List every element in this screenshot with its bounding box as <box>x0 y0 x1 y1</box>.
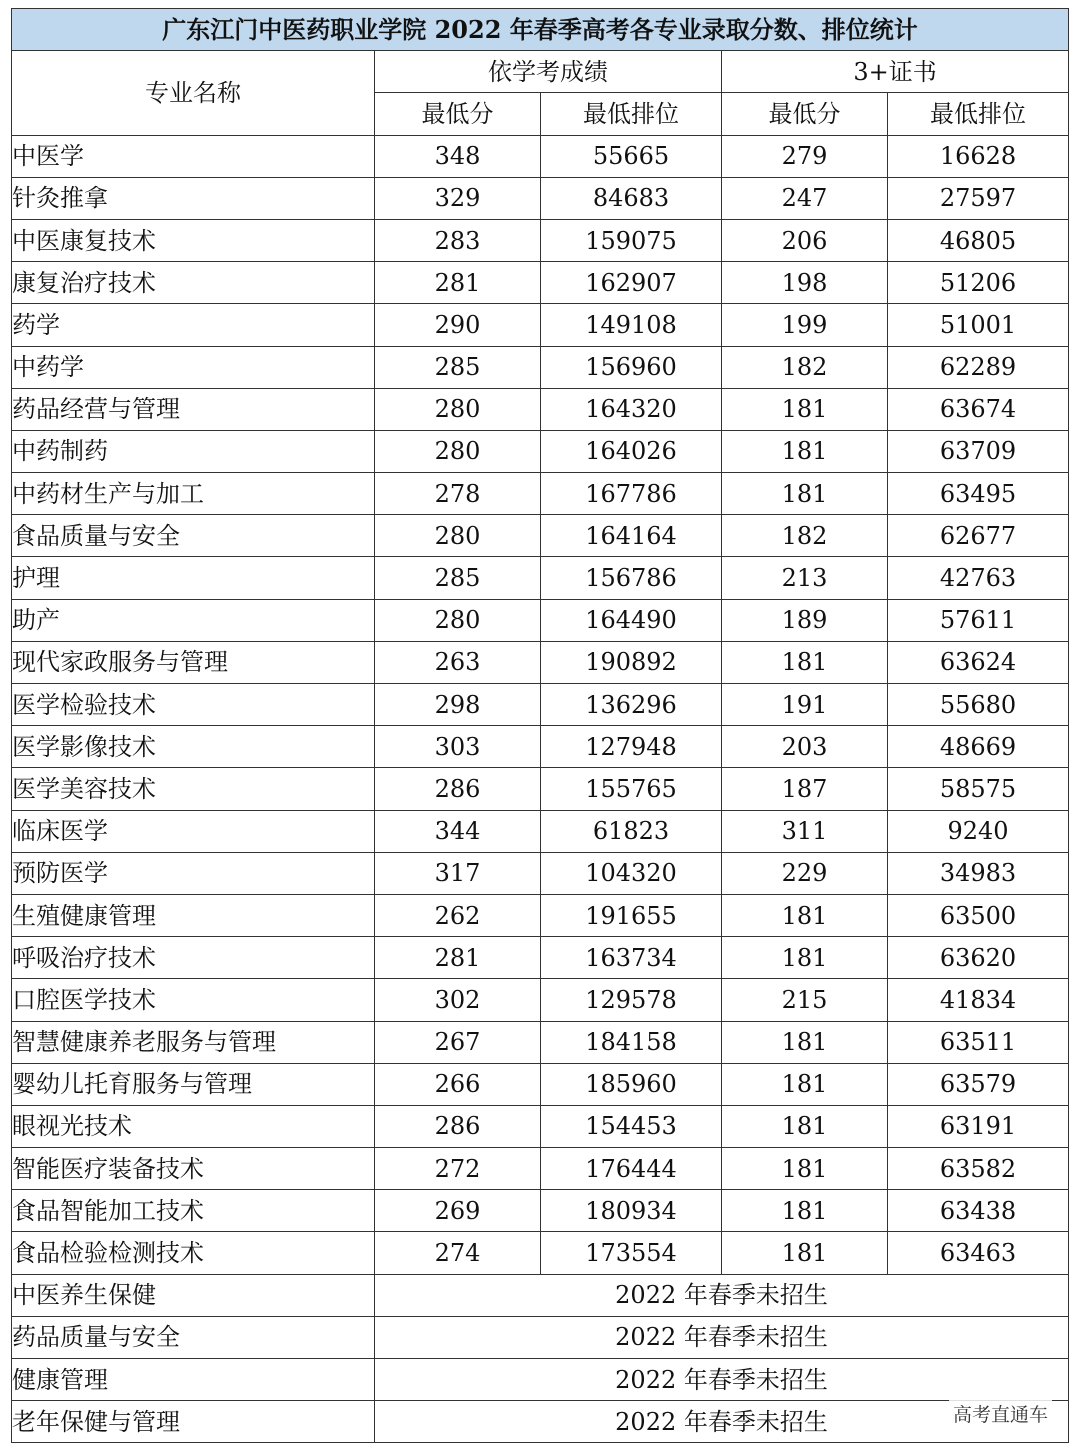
min-rank-certificate: 9240 <box>888 810 1069 852</box>
table-row <box>12 1190 1069 1232</box>
min-score-academic: 281 <box>375 937 541 979</box>
major-name: 药品质量与安全 <box>12 1316 375 1358</box>
major-name: 中医学 <box>12 135 375 177</box>
min-score-certificate: 199 <box>722 304 888 346</box>
not-enrolled-note: 2022 年春季未招生 <box>375 1274 1069 1316</box>
major-name: 药学 <box>12 304 375 346</box>
header-academic-test: 依学考成绩 <box>375 51 722 93</box>
major-name: 中药材生产与加工 <box>12 473 375 515</box>
major-name: 老年保健与管理 <box>12 1401 375 1443</box>
min-rank-academic: 61823 <box>541 810 722 852</box>
table-row <box>12 262 1069 304</box>
min-score-certificate: 181 <box>722 1232 888 1274</box>
min-score-certificate: 311 <box>722 810 888 852</box>
table-row-not-enrolled <box>12 1359 1069 1401</box>
min-score-certificate: 181 <box>722 388 888 430</box>
table-row <box>12 641 1069 683</box>
min-rank-certificate: 63495 <box>888 473 1069 515</box>
min-rank-academic: 162907 <box>541 262 722 304</box>
min-score-academic: 329 <box>375 177 541 219</box>
min-score-certificate: 203 <box>722 726 888 768</box>
major-name: 助产 <box>12 599 375 641</box>
major-name: 针灸推拿 <box>12 177 375 219</box>
min-rank-certificate: 62289 <box>888 346 1069 388</box>
min-score-certificate: 181 <box>722 894 888 936</box>
min-score-academic: 262 <box>375 894 541 936</box>
not-enrolled-note: 2022 年春季未招生 <box>375 1316 1069 1358</box>
major-name: 健康管理 <box>12 1359 375 1401</box>
major-name: 眼视光技术 <box>12 1105 375 1147</box>
major-name: 中医康复技术 <box>12 219 375 261</box>
min-rank-certificate: 63620 <box>888 937 1069 979</box>
major-name: 现代家政服务与管理 <box>12 641 375 683</box>
table-row <box>12 473 1069 515</box>
min-rank-certificate: 62677 <box>888 515 1069 557</box>
table-row <box>12 557 1069 599</box>
min-rank-academic: 55665 <box>541 135 722 177</box>
major-name: 食品检验检测技术 <box>12 1232 375 1274</box>
min-score-certificate: 181 <box>722 473 888 515</box>
table-title: 广东江门中医药职业学院 2022 年春季高考各专业录取分数、排位统计 <box>12 9 1069 51</box>
min-score-academic: 303 <box>375 726 541 768</box>
min-rank-academic: 167786 <box>541 473 722 515</box>
min-score-academic: 285 <box>375 346 541 388</box>
min-rank-certificate: 41834 <box>888 979 1069 1021</box>
min-rank-certificate: 63582 <box>888 1148 1069 1190</box>
min-score-certificate: 215 <box>722 979 888 1021</box>
min-rank-academic: 156786 <box>541 557 722 599</box>
min-score-academic: 269 <box>375 1190 541 1232</box>
min-rank-academic: 164490 <box>541 599 722 641</box>
min-rank-certificate: 63191 <box>888 1105 1069 1147</box>
min-score-certificate: 247 <box>722 177 888 219</box>
major-name: 护理 <box>12 557 375 599</box>
table-row <box>12 1063 1069 1105</box>
table-row <box>12 1232 1069 1274</box>
major-name: 药品经营与管理 <box>12 388 375 430</box>
min-score-certificate: 279 <box>722 135 888 177</box>
min-score-certificate: 181 <box>722 430 888 472</box>
table-row-not-enrolled <box>12 1274 1069 1316</box>
min-score-academic: 285 <box>375 557 541 599</box>
min-score-certificate: 198 <box>722 262 888 304</box>
min-rank-academic: 163734 <box>541 937 722 979</box>
min-score-academic: 298 <box>375 684 541 726</box>
table-row <box>12 1021 1069 1063</box>
min-rank-academic: 185960 <box>541 1063 722 1105</box>
min-rank-certificate: 58575 <box>888 768 1069 810</box>
table-row <box>12 177 1069 219</box>
min-score-academic: 317 <box>375 852 541 894</box>
min-score-certificate: 213 <box>722 557 888 599</box>
min-score-academic: 263 <box>375 641 541 683</box>
major-name: 中医养生保健 <box>12 1274 375 1316</box>
min-rank-academic: 127948 <box>541 726 722 768</box>
min-score-certificate: 181 <box>722 641 888 683</box>
min-score-academic: 280 <box>375 599 541 641</box>
not-enrolled-note: 2022 年春季未招生 <box>375 1359 1069 1401</box>
min-score-academic: 283 <box>375 219 541 261</box>
table-row <box>12 894 1069 936</box>
min-score-certificate: 191 <box>722 684 888 726</box>
min-rank-certificate: 16628 <box>888 135 1069 177</box>
min-rank-academic: 104320 <box>541 852 722 894</box>
header-row-1 <box>12 51 1069 93</box>
min-rank-certificate: 42763 <box>888 557 1069 599</box>
table-row <box>12 810 1069 852</box>
major-name: 生殖健康管理 <box>12 894 375 936</box>
min-score-academic: 278 <box>375 473 541 515</box>
table-row <box>12 937 1069 979</box>
min-rank-academic: 164164 <box>541 515 722 557</box>
min-score-certificate: 189 <box>722 599 888 641</box>
min-score-certificate: 182 <box>722 346 888 388</box>
min-score-academic: 266 <box>375 1063 541 1105</box>
min-rank-academic: 149108 <box>541 304 722 346</box>
min-score-certificate: 181 <box>722 937 888 979</box>
min-rank-academic: 184158 <box>541 1021 722 1063</box>
min-rank-certificate: 51001 <box>888 304 1069 346</box>
table-row <box>12 726 1069 768</box>
min-score-certificate: 181 <box>722 1021 888 1063</box>
min-rank-academic: 173554 <box>541 1232 722 1274</box>
table-row <box>12 304 1069 346</box>
min-rank-academic: 129578 <box>541 979 722 1021</box>
major-name: 医学检验技术 <box>12 684 375 726</box>
table-row <box>12 1148 1069 1190</box>
min-score-academic: 280 <box>375 430 541 472</box>
min-rank-academic: 164026 <box>541 430 722 472</box>
min-rank-academic: 136296 <box>541 684 722 726</box>
major-name: 食品质量与安全 <box>12 515 375 557</box>
major-name: 婴幼儿托育服务与管理 <box>12 1063 375 1105</box>
table-row-not-enrolled <box>12 1316 1069 1358</box>
header-min-rank-1: 最低排位 <box>541 93 722 135</box>
table-row <box>12 346 1069 388</box>
min-rank-academic: 154453 <box>541 1105 722 1147</box>
min-rank-academic: 155765 <box>541 768 722 810</box>
major-name: 预防医学 <box>12 852 375 894</box>
min-score-certificate: 181 <box>722 1063 888 1105</box>
header-3-plus-certificate: 3+证书 <box>722 51 1069 93</box>
min-rank-academic: 156960 <box>541 346 722 388</box>
min-score-academic: 280 <box>375 388 541 430</box>
not-enrolled-note: 2022 年春季未招生 <box>375 1401 1069 1443</box>
major-name: 中药学 <box>12 346 375 388</box>
major-name: 医学美容技术 <box>12 768 375 810</box>
min-score-academic: 272 <box>375 1148 541 1190</box>
min-rank-certificate: 48669 <box>888 726 1069 768</box>
min-score-academic: 348 <box>375 135 541 177</box>
table-row <box>12 599 1069 641</box>
admission-table <box>11 8 1069 1443</box>
table-row <box>12 430 1069 472</box>
major-name: 临床医学 <box>12 810 375 852</box>
min-score-academic: 281 <box>375 262 541 304</box>
min-score-academic: 290 <box>375 304 541 346</box>
table-row-not-enrolled <box>12 1401 1069 1443</box>
min-rank-certificate: 51206 <box>888 262 1069 304</box>
table-row <box>12 684 1069 726</box>
major-name: 医学影像技术 <box>12 726 375 768</box>
min-rank-academic: 180934 <box>541 1190 722 1232</box>
table-row <box>12 135 1069 177</box>
min-score-academic: 286 <box>375 768 541 810</box>
major-name: 食品智能加工技术 <box>12 1190 375 1232</box>
min-rank-certificate: 63438 <box>888 1190 1069 1232</box>
header-min-score-1: 最低分 <box>375 93 541 135</box>
min-rank-certificate: 63579 <box>888 1063 1069 1105</box>
major-name: 智能医疗装备技术 <box>12 1148 375 1190</box>
min-score-certificate: 182 <box>722 515 888 557</box>
major-name: 呼吸治疗技术 <box>12 937 375 979</box>
header-min-rank-2: 最低排位 <box>888 93 1069 135</box>
min-rank-academic: 191655 <box>541 894 722 936</box>
min-rank-certificate: 27597 <box>888 177 1069 219</box>
min-score-certificate: 206 <box>722 219 888 261</box>
min-rank-academic: 84683 <box>541 177 722 219</box>
major-name: 智慧健康养老服务与管理 <box>12 1021 375 1063</box>
min-score-academic: 302 <box>375 979 541 1021</box>
min-rank-certificate: 63463 <box>888 1232 1069 1274</box>
min-rank-certificate: 34983 <box>888 852 1069 894</box>
min-rank-academic: 176444 <box>541 1148 722 1190</box>
table-row <box>12 852 1069 894</box>
min-rank-academic: 159075 <box>541 219 722 261</box>
min-score-academic: 267 <box>375 1021 541 1063</box>
min-score-certificate: 181 <box>722 1105 888 1147</box>
min-score-academic: 344 <box>375 810 541 852</box>
min-score-certificate: 229 <box>722 852 888 894</box>
table-row <box>12 979 1069 1021</box>
min-score-academic: 274 <box>375 1232 541 1274</box>
min-score-certificate: 181 <box>722 1190 888 1232</box>
table-row <box>12 388 1069 430</box>
min-rank-academic: 190892 <box>541 641 722 683</box>
min-rank-certificate: 57611 <box>888 599 1069 641</box>
min-rank-certificate: 63674 <box>888 388 1069 430</box>
title-row <box>12 9 1069 51</box>
major-name: 中药制药 <box>12 430 375 472</box>
min-score-academic: 280 <box>375 515 541 557</box>
major-name: 口腔医学技术 <box>12 979 375 1021</box>
min-rank-certificate: 63500 <box>888 894 1069 936</box>
min-score-certificate: 187 <box>722 768 888 810</box>
table-row <box>12 1105 1069 1147</box>
min-rank-certificate: 63511 <box>888 1021 1069 1063</box>
table-row <box>12 515 1069 557</box>
min-rank-certificate: 63709 <box>888 430 1069 472</box>
min-rank-certificate: 55680 <box>888 684 1069 726</box>
table-row <box>12 768 1069 810</box>
major-name: 康复治疗技术 <box>12 262 375 304</box>
min-score-academic: 286 <box>375 1105 541 1147</box>
min-rank-certificate: 63624 <box>888 641 1069 683</box>
min-rank-certificate: 46805 <box>888 219 1069 261</box>
table-row <box>12 219 1069 261</box>
watermark: 高考直通车 <box>949 1400 1052 1427</box>
header-major: 专业名称 <box>12 51 375 135</box>
header-min-score-2: 最低分 <box>722 93 888 135</box>
min-rank-academic: 164320 <box>541 388 722 430</box>
min-score-certificate: 181 <box>722 1148 888 1190</box>
